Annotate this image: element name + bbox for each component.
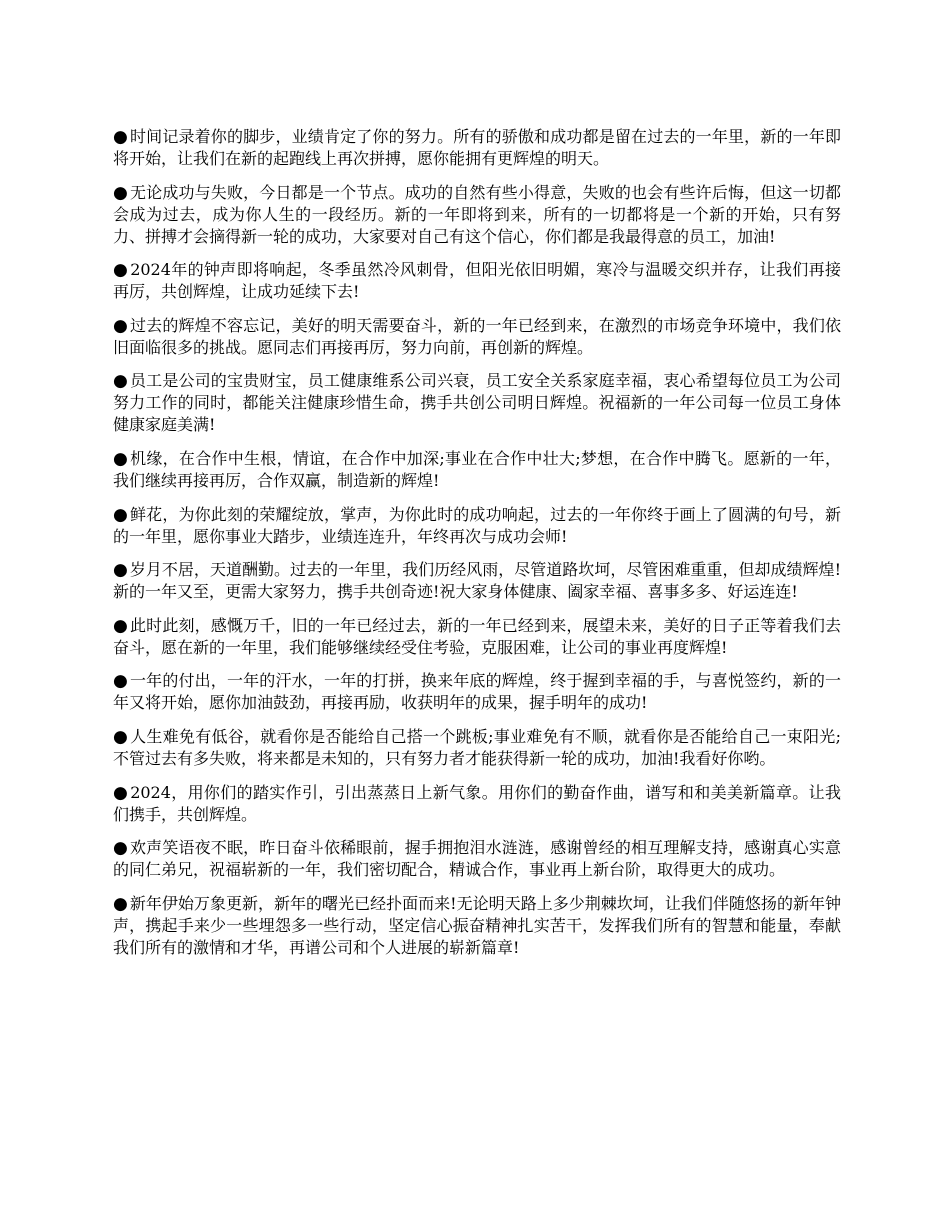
paragraph [113,259,841,303]
paragraph [113,448,841,492]
bullet-icon: ● [113,615,128,636]
paragraph-text: 一年的付出，一年的汗水，一年的打拼，换来年底的辉煌，终于握到幸福的手，与喜悦签约，新的一年又将开始，愿你加油鼓劲，再接再励，收获明年的成果，握手明年的成功! [113,671,841,713]
bullet-icon: ● [113,838,128,859]
paragraph-text: 此时此刻，感慨万千，旧的一年已经过去，新的一年已经到来，展望未来，美好的日子正等着我们去奋斗，愿在新的一年里，我们能够继续经受住考验，克服困难，让公司的事业再度辉煌! [113,615,841,657]
paragraph [113,615,841,659]
paragraph-text: 员工是公司的宝贵财宝，员工健康维系公司兴衰，员工安全关系家庭幸福，衷心希望每位员工为公司努力工作的同时，都能关注健康珍惜生命，携手共创公司明日辉煌。祝福新的一年公司每一位员工身体健康家庭美满! [113,371,841,435]
bullet-icon: ● [113,448,129,469]
bullet-icon: ● [113,127,128,147]
bullet-icon: ● [113,260,129,281]
bullet-icon: ● [113,782,129,803]
paragraph [113,670,841,714]
bullet-icon: ● [113,726,129,747]
bullet-icon: ● [113,504,128,525]
paragraph-text: 2024年的钟声即将响起，冬季虽然冷风刺骨，但阳光依旧明媚，寒冷与温暖交织并存，让我们再接再厉，共创辉煌，让成功延续下去! [113,260,841,302]
bullet-icon: ● [113,893,128,914]
paragraph-text: 2024，用你们的踏实作引，引出蒸蒸日上新气象。用你们的勤奋作曲，谱写和和美美新篇章。让我们携手，共创辉煌。 [113,782,841,824]
paragraph [113,893,841,959]
bullet-icon: ● [113,671,128,692]
paragraph [113,559,841,603]
paragraph-text: 新年伊始万象更新，新年的曙光已经扑面而来!无论明天路上多少荆棘坎坷，让我们伴随悠扬的新年钟声，携起手来少一些埋怨多一些行动，坚定信心振奋精神扎实苦干，发挥我们所有的智慧和能量，奉献我们所有的激情和才华，再谱公司和个人进展的崭新篇章! [113,893,841,957]
paragraph-text: 人生难免有低谷，就看你是否能给自己搭一个跳板;事业难免有不顺，就看你是否能给自己一束阳光;不管过去有多失败，将来都是未知的，只有努力者才能获得新一轮的成功，加油!我看好你哟。 [113,726,841,768]
bullet-icon: ● [113,560,128,581]
paragraph [113,315,841,359]
paragraph [113,504,841,548]
paragraph [113,782,841,826]
paragraph [113,837,841,881]
bullet-icon: ● [113,315,128,336]
paragraph [113,726,841,770]
paragraph-text: 岁月不居，天道酬勤。过去的一年里，我们历经风雨，尽管道路坎坷，尽管困难重重，但却成绩辉煌!新的一年又至，更需大家努力，携手共创奇迹!祝大家身体健康、阖家幸福、喜事多多、好运连连! [113,560,841,602]
document-body [113,126,841,970]
bullet-icon: ● [113,182,128,203]
paragraph-text: 无论成功与失败，今日都是一个节点。成功的自然有些小得意，失败的也会有些许后悔，但这一切都会成为过去，成为你人生的一段经历。新的一年即将到来，所有的一切都将是一个新的开始，只有努力、拼搏才会摘得新一轮的成功，大家要对自己有这个信心，你们都是我最得意的员工，加油! [113,182,841,246]
paragraph [113,182,841,248]
bullet-icon: ● [113,371,128,392]
paragraph [113,370,841,436]
paragraph-text: 过去的辉煌不容忘记，美好的明天需要奋斗，新的一年已经到来，在激烈的市场竞争环境中，我们依旧面临很多的挑战。愿同志们再接再厉，努力向前，再创新的辉煌。 [113,315,841,357]
paragraph-text: 鲜花，为你此刻的荣耀绽放，掌声，为你此时的成功响起，过去的一年你终于画上了圆满的句号，新的一年里，愿你事业大踏步，业绩连连升，年终再次与成功会师! [113,504,841,546]
paragraph-text: 机缘，在合作中生根，情谊，在合作中加深;事业在合作中壮大;梦想，在合作中腾飞。愿新的一年，我们继续再接再厉，合作双赢，制造新的辉煌! [113,448,841,490]
paragraph-text: 欢声笑语夜不眠，昨日奋斗依稀眼前，握手拥抱泪水涟涟，感谢曾经的相互理解支持，感谢真心实意的同仁弟兄，祝福崭新的一年，我们密切配合，精诚合作，事业再上新台阶，取得更大的成功。 [113,838,841,880]
paragraph [113,126,841,170]
paragraph-text: 时间记录着你的脚步，业绩肯定了你的努力。所有的骄傲和成功都是留在过去的一年里，新的一年即将开始，让我们在新的起跑线上再次拼搏，愿你能拥有更辉煌的明天。 [113,127,841,168]
